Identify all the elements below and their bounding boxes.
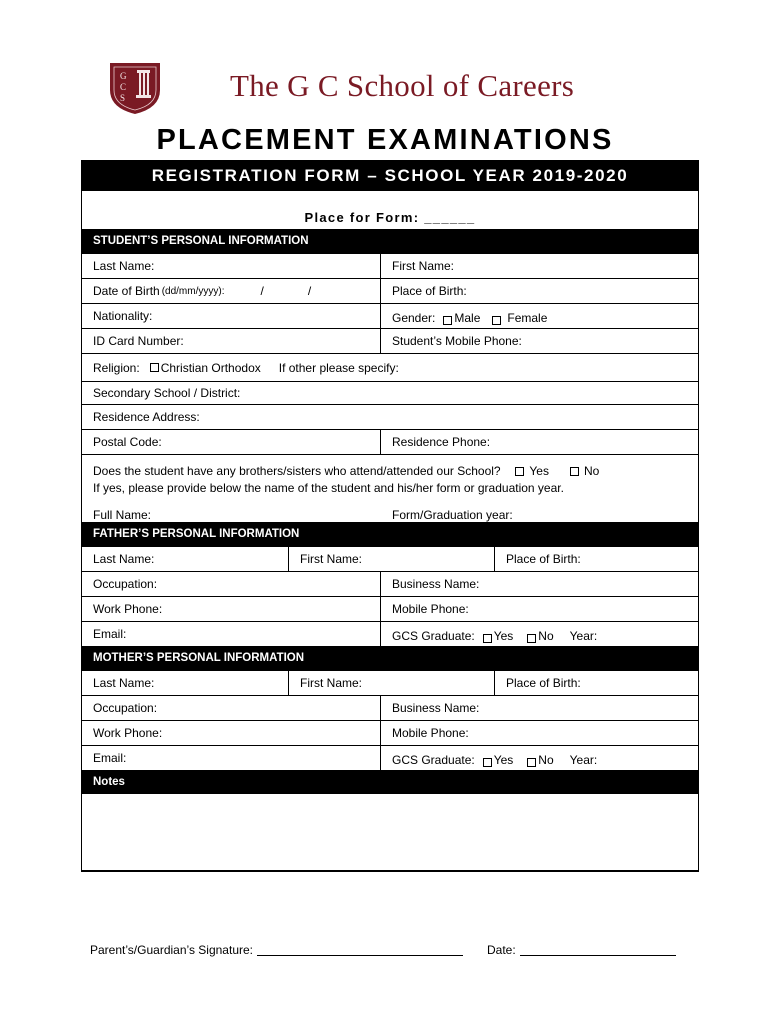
signature-field[interactable] <box>90 943 463 957</box>
student-last-name-label: Last Name: <box>93 259 155 273</box>
svg-text:G: G <box>120 71 127 81</box>
postal-code-label: Postal Code: <box>93 435 162 449</box>
mother-email-label: Email: <box>93 751 127 765</box>
date-separator: / <box>260 284 264 298</box>
id-card-field[interactable] <box>82 329 380 353</box>
school-name: The G C School of Careers <box>230 68 575 103</box>
male-label: Male <box>454 311 481 325</box>
student-last-name-field[interactable] <box>82 254 380 278</box>
sibling-question: Does the student have any brothers/sisters who attend/attended our School? <box>93 464 501 478</box>
religion-label: Religion: <box>93 360 140 375</box>
notes-area[interactable] <box>82 794 698 870</box>
date-of-birth-field[interactable] <box>82 279 380 303</box>
mother-gcs-yes-checkbox[interactable] <box>483 758 492 767</box>
mother-last-name-field[interactable] <box>82 671 288 695</box>
student-place-of-birth-label: Place of Birth: <box>392 284 467 298</box>
christian-orthodox-label: Christian Orthodox <box>160 360 261 375</box>
sibling-no-label: No <box>584 464 600 478</box>
father-gcs-yes-label: Yes <box>493 629 514 643</box>
mother-gcs-graduate-label: GCS Graduate: <box>392 753 475 767</box>
student-mobile-field[interactable] <box>380 329 698 353</box>
father-email-label: Email: <box>93 627 127 641</box>
postal-code-field[interactable] <box>82 430 380 454</box>
father-gcs-no-label: No <box>538 629 554 643</box>
father-business-name-field[interactable] <box>380 572 698 596</box>
mother-mobile-phone-label: Mobile Phone: <box>392 726 469 740</box>
father-gcs-yes-checkbox[interactable] <box>483 634 492 643</box>
mother-business-name-label: Business Name: <box>392 701 480 715</box>
mother-occupation-label: Occupation: <box>93 701 158 715</box>
father-gcs-no-checkbox[interactable] <box>527 634 536 643</box>
secondary-school-field[interactable] <box>82 382 698 404</box>
father-year-field[interactable]: Year: <box>569 629 598 643</box>
father-section-header: FATHER’S PERSONAL INFORMATION <box>82 522 698 546</box>
student-mobile-label: Student’s Mobile Phone: <box>392 334 522 348</box>
father-occupation-field[interactable] <box>82 572 380 596</box>
father-place-of-birth-field[interactable] <box>494 547 698 571</box>
signature-line[interactable] <box>257 955 463 956</box>
date-separator: / <box>307 284 312 298</box>
mother-last-name-label: Last Name: <box>93 676 155 690</box>
place-for-form-field[interactable]: Place for Form: ______ <box>304 209 476 225</box>
mother-year-field[interactable]: Year: <box>569 753 598 767</box>
father-work-phone-label: Work Phone: <box>93 602 163 616</box>
sibling-instruction: If yes, please provide below the name of the student and his/her form or graduation year. <box>93 481 564 495</box>
date-field[interactable] <box>487 943 676 957</box>
male-checkbox[interactable] <box>443 316 452 325</box>
father-first-name-label: First Name: <box>300 552 363 566</box>
gender-field <box>380 304 698 328</box>
mother-business-name-field[interactable] <box>380 696 698 720</box>
id-card-label: ID Card Number: <box>93 334 184 348</box>
father-place-of-birth-label: Place of Birth: <box>506 552 581 566</box>
father-last-name-field[interactable] <box>82 547 288 571</box>
father-business-name-label: Business Name: <box>392 577 480 591</box>
christian-orthodox-checkbox[interactable] <box>150 363 159 372</box>
sibling-yes-label: Yes <box>529 464 549 478</box>
father-work-phone-field[interactable] <box>82 597 380 621</box>
residence-phone-field[interactable] <box>380 430 698 454</box>
mother-email-field[interactable] <box>82 746 380 770</box>
father-gcs-graduate-label: GCS Graduate: <box>392 629 475 643</box>
mother-section-header: MOTHER’S PERSONAL INFORMATION <box>82 646 698 670</box>
secondary-school-label: Secondary School / District: <box>93 386 241 400</box>
date-label: Date: <box>487 943 516 957</box>
mother-gcs-no-label: No <box>538 753 554 767</box>
registration-form <box>81 160 699 872</box>
father-mobile-phone-field[interactable] <box>380 597 698 621</box>
form-title: REGISTRATION FORM – SCHOOL YEAR 2019-2020 <box>82 161 698 191</box>
student-section-header: STUDENT’S PERSONAL INFORMATION <box>82 229 698 253</box>
notes-section-header: Notes <box>82 770 698 794</box>
sibling-yes-checkbox[interactable] <box>515 467 524 476</box>
father-occupation-label: Occupation: <box>93 577 158 591</box>
father-last-name-label: Last Name: <box>93 552 155 566</box>
mother-mobile-phone-field[interactable] <box>380 721 698 745</box>
mother-gcs-graduate-field <box>380 746 698 770</box>
mother-place-of-birth-field[interactable] <box>494 671 698 695</box>
mother-place-of-birth-label: Place of Birth: <box>506 676 581 690</box>
father-first-name-field[interactable] <box>288 547 494 571</box>
date-of-birth-label: Date of Birth <box>93 284 160 298</box>
mother-gcs-yes-label: Yes <box>493 753 514 767</box>
sibling-no-checkbox[interactable] <box>570 467 579 476</box>
date-line[interactable] <box>520 955 676 956</box>
residence-address-field[interactable] <box>82 405 698 429</box>
female-label: Female <box>507 311 548 325</box>
religion-field <box>82 354 698 381</box>
mother-first-name-label: First Name: <box>300 676 363 690</box>
other-religion-field[interactable]: If other please specify: <box>278 360 399 375</box>
sibling-form-year-field[interactable]: Form/Graduation year: <box>392 508 513 522</box>
student-first-name-label: First Name: <box>392 259 455 273</box>
sibling-full-name-field[interactable]: Full Name: <box>93 508 152 522</box>
nationality-label: Nationality: <box>93 309 153 323</box>
student-first-name-field[interactable] <box>380 254 698 278</box>
svg-text:C: C <box>120 82 127 92</box>
mother-work-phone-label: Work Phone: <box>93 726 163 740</box>
mother-gcs-no-checkbox[interactable] <box>527 758 536 767</box>
father-mobile-phone-label: Mobile Phone: <box>392 602 469 616</box>
sibling-question-block <box>82 454 698 522</box>
svg-text:S: S <box>120 93 126 103</box>
nationality-field[interactable] <box>82 304 380 328</box>
mother-work-phone-field[interactable] <box>82 721 380 745</box>
page-title: PLACEMENT EXAMINATIONS <box>156 124 614 156</box>
mother-occupation-field[interactable] <box>82 696 380 720</box>
father-email-field[interactable] <box>82 622 380 646</box>
mother-first-name-field[interactable] <box>288 671 494 695</box>
school-logo <box>106 60 164 116</box>
gender-label: Gender: <box>392 311 436 325</box>
student-place-of-birth-field[interactable] <box>380 279 698 303</box>
female-checkbox[interactable] <box>492 316 501 325</box>
residence-phone-label: Residence Phone: <box>392 435 491 449</box>
father-gcs-graduate-field <box>380 622 698 646</box>
date-format-hint: (dd/mm/yyyy): <box>161 285 225 297</box>
residence-address-label: Residence Address: <box>93 410 200 424</box>
signature-label: Parent’s/Guardian’s Signature: <box>90 943 253 957</box>
